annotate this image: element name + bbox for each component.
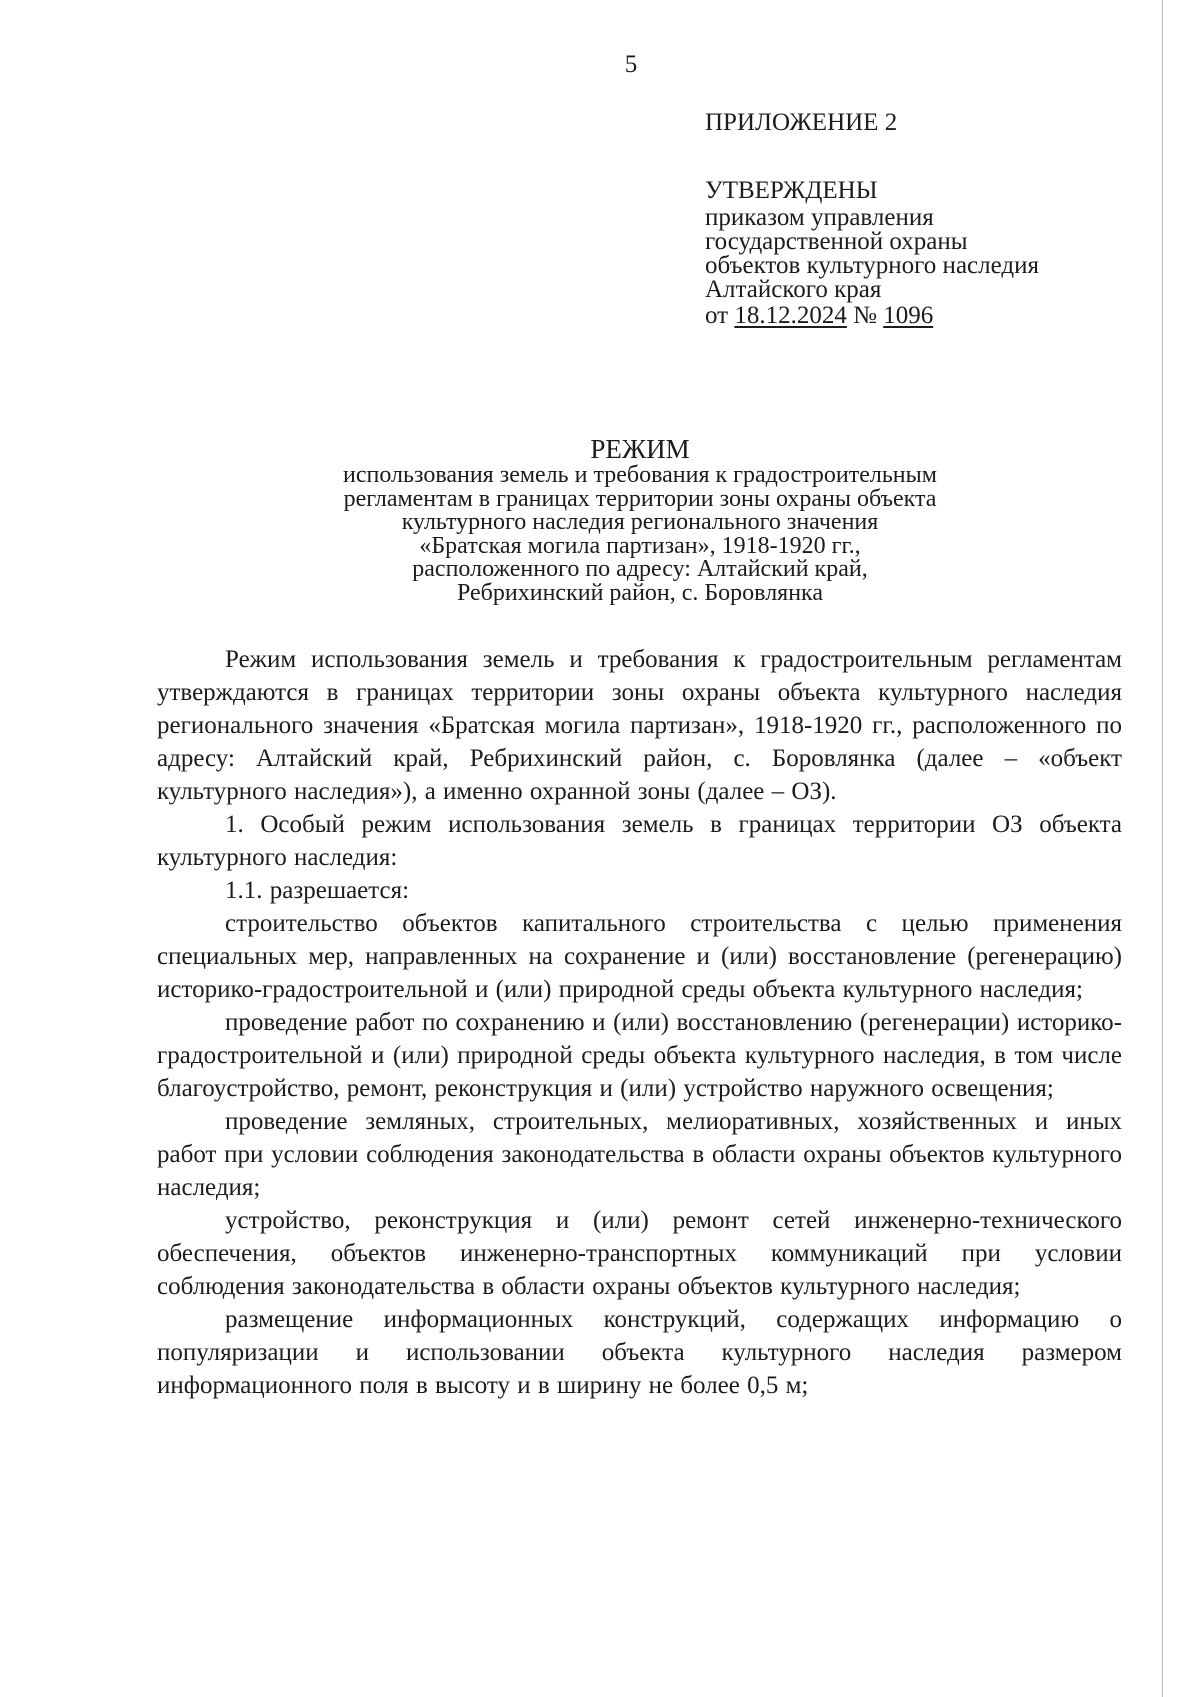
approved-by-line: Алтайского края — [705, 276, 882, 303]
approval-block — [705, 108, 1145, 330]
order-number-sign: № — [846, 302, 884, 329]
clause-1-paragraph: 1. Особый режим использования земель в границах территории ОЗ объекта культурного наследия: — [157, 811, 1122, 871]
permitted-item-paragraph: строительство объектов капитального строительства с целью применения специальных мер, направленных на сохранение и (или) восстановление (регенерацию) историко-градостроительной и (или) природной среды объекта культурного наследия; — [157, 910, 1122, 1003]
order-number: 1096 — [883, 302, 934, 329]
document-subtitle-line: культурного наследия регионального значения — [401, 509, 879, 535]
document-subtitle-line: регламентам в границах территории зоны охраны объекта — [343, 485, 937, 512]
document-subtitle-line: «Братская могила партизан», 1918-1920 гг., — [419, 532, 861, 559]
permitted-item-paragraph: размещение информационных конструкций, содержащих информацию о популяризации и использовании объекта культурного наследия размером информационного поля в высоту и в ширину не более 0,5 м; — [157, 1306, 1122, 1399]
clause-1-1-paragraph: 1.1. разрешается: — [225, 877, 410, 904]
order-prefix: от — [705, 302, 735, 329]
permitted-item-paragraph: устройство, реконструкция и (или) ремонт сетей инженерно-технического обеспечения, объектов инженерно-транспортных коммуникаций при условии соблюдения законодательства в области охраны объектов культурного наследия; — [157, 1207, 1122, 1300]
approved-label: УТВЕРЖДЕНЫ — [705, 177, 878, 204]
document-subtitle-line: Ребрихинский район, с. Боровлянка — [456, 579, 824, 606]
appendix-label: ПРИЛОЖЕНИЕ 2 — [705, 109, 898, 136]
approved-by-line: приказом управления — [705, 204, 934, 231]
approved-by-line: государственной охраны — [705, 228, 968, 255]
order-line — [705, 302, 1145, 330]
permitted-item-paragraph: проведение земляных, строительных, мелиоративных, хозяйственных и иных работ при условии соблюдения законодательства в области охраны объектов культурного наследия; — [157, 1108, 1122, 1201]
document-title: РЕЖИМ — [590, 434, 690, 464]
order-date: 18.12.2024 — [734, 302, 847, 329]
document-title-block — [210, 434, 1070, 605]
intro-paragraph: Режим использования земель и требования к градостроительным регламентам утверждаются в границах территории зоны охраны объекта культурного наследия регионального значения «Братская могила партизан», 1918-1920 гг., расположенного по адресу: Алтайский край, Ребрихинский район, с. Боровлянка (далее – «объект культурного наследия»), а именно охранной зоны (далее – ОЗ). — [157, 646, 1122, 805]
document-subtitle-line: использования земель и требования к градостроительным — [343, 462, 937, 488]
page-edge-line — [1162, 0, 1163, 1697]
approved-by-line: объектов культурного наследия — [705, 252, 1039, 279]
document-body — [157, 643, 1122, 1402]
document-subtitle-line: расположенного по адресу: Алтайский край, — [412, 556, 868, 582]
permitted-item-paragraph: проведение работ по сохранению и (или) восстановлению (регенерации) историко-градостроительной и (или) природной среды объекта культурного наследия, в том числе благоустройство, ремонт, реконструкция и (или) устройство наружного освещения; — [157, 1009, 1122, 1102]
page-number: 5 — [624, 51, 638, 78]
